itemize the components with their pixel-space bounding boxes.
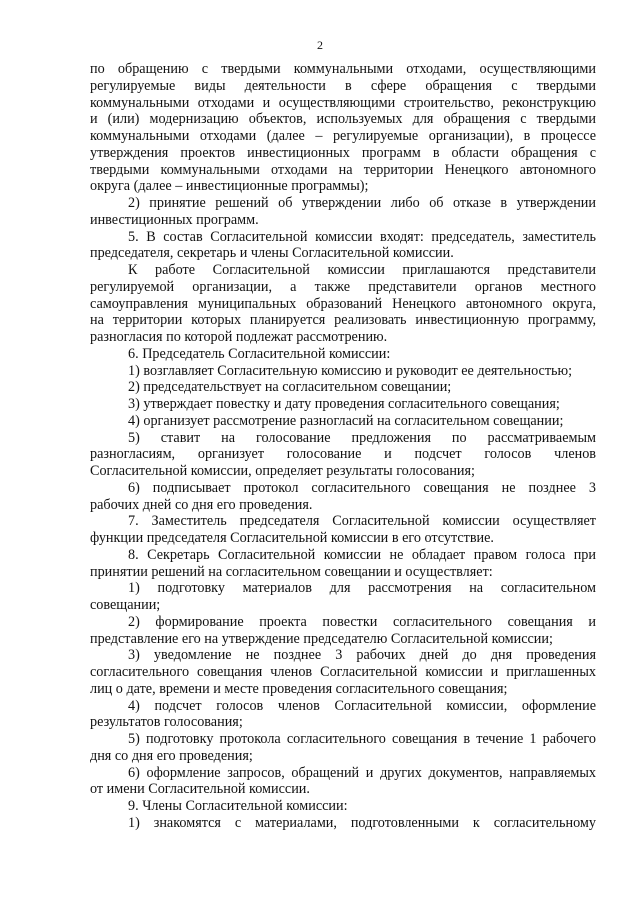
- text-line: 6. Председатель Согласительной комиссии:: [128, 345, 391, 362]
- text-line: инвестиционных программ.: [90, 211, 259, 228]
- text-line: 3) утверждает повестку и дату проведения согласительного совещания;: [128, 396, 560, 412]
- text-line: по обращению с твердыми коммунальными отходами, осуществляющими: [90, 61, 596, 77]
- text-line: округа (далее – инвестиционные программы);: [90, 178, 369, 195]
- text-line: 2) формирование проекта повестки согласительного совещания и: [128, 613, 596, 630]
- text-line: 6) подписывает протокол согласительного совещания не позднее 3: [128, 479, 596, 496]
- text-line: регулируемые виды деятельности в сфере обращения с твердыми: [90, 77, 596, 94]
- text-line: представление его на утверждение председателю Согласительной комиссии;: [90, 630, 553, 647]
- text-line: результатов голосования;: [90, 714, 243, 731]
- text-line: коммунальными отходами и осуществляющими строительство, реконструкцию: [90, 94, 596, 111]
- text-line: самоуправления муниципальных образований Ненецкого автономного округа,: [90, 295, 596, 312]
- text-line: председателя, секретарь и члены Согласительной комиссии.: [90, 245, 454, 262]
- text-line: дня со дня его проведения;: [90, 747, 253, 764]
- text-line: К работе Согласительной комиссии приглашаются представители: [128, 262, 596, 278]
- text-line: 4) организует рассмотрение разногласий на согласительном совещании;: [128, 412, 564, 429]
- text-line: 6) оформление запросов, обращений и других документов, направляемых: [128, 764, 596, 781]
- text-line: 9. Члены Согласительной комиссии:: [128, 798, 348, 814]
- text-line: 4) подсчет голосов членов Согласительной комиссии, оформление: [128, 697, 596, 714]
- text-line: разногласия по которой подлежат рассмотрению.: [90, 329, 388, 345]
- document-body: [90, 61, 596, 832]
- text-line: на территории которых планируется реализовать инвестиционную программу,: [90, 312, 596, 329]
- text-line: совещании;: [90, 597, 161, 613]
- text-line: твердыми коммунальными отходами на территории Ненецкого автономного: [90, 161, 596, 178]
- text-line: коммунальными отходами (далее – регулируемые организации), в процессе: [90, 128, 596, 144]
- text-line: разногласиям, организует голосование и подсчет голосов членов: [90, 446, 596, 463]
- text-line: принятии решений на согласительном совещании и осуществляет:: [90, 563, 493, 580]
- text-line: 1) возглавляет Согласительную комиссию и руководит ее деятельностью;: [128, 362, 573, 379]
- page-number: 2: [317, 38, 323, 52]
- text-line: 5) подготовку протокола согласительного совещания в течение 1 рабочего: [128, 731, 596, 747]
- text-line: 8. Секретарь Согласительной комиссии не обладает правом голоса при: [128, 546, 596, 563]
- text-line: лиц о дате, времени и месте проведения согласительного совещания;: [90, 680, 508, 697]
- text-line: рабочих дней со дня его проведения.: [90, 496, 313, 513]
- text-line: 5) ставит на голосование предложения по рассматриваемым: [128, 429, 596, 446]
- text-line: Согласительной комиссии, определяет результаты голосования;: [90, 463, 475, 479]
- text-line: 1) подготовку материалов для рассмотрения на согласительном: [128, 580, 596, 597]
- text-line: 3) уведомление не позднее 3 рабочих дней до дня проведения: [128, 647, 596, 664]
- text-line: утверждения проектов инвестиционных программ в области обращения с: [90, 144, 596, 161]
- text-line: 7. Заместитель председателя Согласительной комиссии осуществляет: [128, 513, 596, 530]
- text-line: 2) принятие решений об утверждении либо об отказе в утверждении: [128, 195, 596, 211]
- text-line: согласительного совещания членов Согласительной комиссии и приглашенных: [90, 664, 596, 680]
- text-line: 5. В состав Согласительной комиссии входят: председатель, заместитель: [128, 228, 596, 245]
- text-line: от имени Согласительной комиссии.: [90, 781, 310, 798]
- text-line: и (или) модернизацию объектов, используемых для обращения с твердыми: [90, 111, 596, 128]
- text-line: функции председателя Согласительной комиссии в его отсутствие.: [90, 530, 494, 546]
- text-line: 2) председательствует на согласительном совещании;: [128, 379, 452, 396]
- text-line: регулируемой организации, а также представители органов местного: [90, 278, 596, 295]
- text-line: 1) знакомятся с материалами, подготовленными к согласительному: [128, 814, 596, 831]
